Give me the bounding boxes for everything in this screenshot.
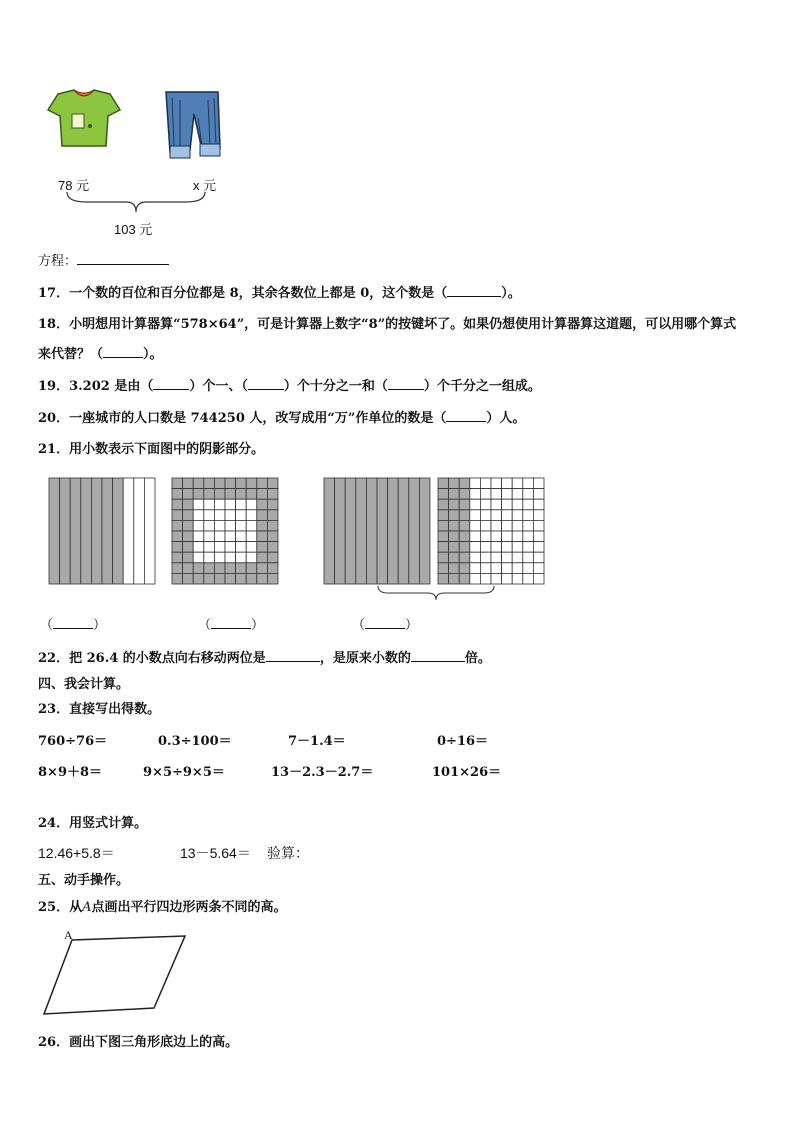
grid-cell (533, 499, 544, 510)
grid-cell (257, 531, 268, 542)
paren-close: ） (405, 618, 419, 633)
grid-cell (246, 489, 257, 500)
grid-cell (523, 552, 534, 563)
grid-cell (523, 499, 534, 510)
grid-cell (459, 563, 470, 574)
strip-cell (409, 478, 420, 584)
grid-cell (459, 542, 470, 553)
grid-cell (257, 478, 268, 489)
grid-cell (172, 573, 183, 584)
grid-cell (533, 478, 544, 489)
grid-cell (183, 510, 194, 521)
strip-cell (335, 478, 346, 584)
calc-item: 760÷76＝ (38, 734, 108, 749)
q19-text-4: ）个千分之一组成。 (423, 379, 541, 394)
grid-cell (449, 510, 460, 521)
grid-cell (246, 552, 257, 563)
grid-cell (533, 542, 544, 553)
pants-price: x 元 (193, 178, 217, 193)
strip-cell (144, 478, 155, 584)
grid-cell (459, 552, 470, 563)
strip-cell (60, 478, 71, 584)
grid-cell (214, 563, 225, 574)
grid-cell (257, 552, 268, 563)
grid-cell (512, 499, 523, 510)
grid-cell (438, 563, 449, 574)
grid-cell (512, 510, 523, 521)
grid-cell (225, 520, 236, 531)
grid-cell (523, 563, 534, 574)
q22-text-3: 倍。 (464, 651, 491, 666)
grid-cell (438, 531, 449, 542)
grid-cell (183, 552, 194, 563)
grid-cell (523, 542, 534, 553)
grid-cell (225, 563, 236, 574)
grid-cell (214, 478, 225, 489)
grid-cell (225, 573, 236, 584)
grid-cell (502, 542, 513, 553)
grid-cell (491, 499, 502, 510)
grid-cell (257, 542, 268, 553)
brace (378, 586, 494, 600)
grid-cell (438, 489, 449, 500)
grid-cell (523, 510, 534, 521)
grid-cell (193, 478, 204, 489)
paren-close: ） (93, 618, 107, 633)
grid-cell (470, 520, 481, 531)
grid-cell (502, 489, 513, 500)
grid-cell (214, 499, 225, 510)
grid-cell (267, 489, 278, 500)
q19-text-3: ）个十分之一和（ (283, 379, 388, 394)
grid-cell (225, 499, 236, 510)
grid-cell (236, 563, 247, 574)
grid-cell (193, 552, 204, 563)
grid-cell (225, 510, 236, 521)
grid-cell (449, 573, 460, 584)
grid-cell (480, 499, 491, 510)
grid-cell (183, 520, 194, 531)
grid-cell (214, 573, 225, 584)
grid-cell (512, 552, 523, 563)
total-price: 103 元 (114, 222, 153, 237)
strip-cell (356, 478, 367, 584)
grid-cell (267, 499, 278, 510)
question-18-line1: 18．小明想用计算器算“578×64”，可是计算器上数字“8”的按键坏了。如果仍想使用计算器算这道题，可以用哪个算式 (38, 317, 737, 332)
q21-blank-1[interactable] (53, 616, 93, 629)
grid-cell (204, 520, 215, 531)
grid-cell (236, 531, 247, 542)
grid-cell (438, 542, 449, 553)
grid-cell (470, 499, 481, 510)
q22-text-2: ，是原来小数的 (319, 651, 411, 666)
grid-cell (459, 499, 470, 510)
grid-cell (172, 489, 183, 500)
grid-cell (183, 563, 194, 574)
grid-cell (236, 489, 247, 500)
grid-cell (491, 531, 502, 542)
grid-cell (512, 489, 523, 500)
grid-cell (533, 552, 544, 563)
grid-cell (236, 499, 247, 510)
grid-cell (214, 510, 225, 521)
question-24: 24．用竖式计算。 (38, 816, 148, 831)
grid-cell (267, 478, 278, 489)
grid-cell (491, 552, 502, 563)
q19-text-1: 19．3.202 是由（ (38, 379, 154, 394)
strip-cell (419, 478, 430, 584)
grid-cell (491, 510, 502, 521)
grid-cell (214, 552, 225, 563)
grid-cell (236, 552, 247, 563)
strip-cell (91, 478, 102, 584)
grid-cell (512, 563, 523, 574)
grid-cell (257, 520, 268, 531)
strip-cell (49, 478, 60, 584)
strip-cell (345, 478, 356, 584)
grid-cell (470, 563, 481, 574)
grid-cell (449, 489, 460, 500)
grid-cell (491, 520, 502, 531)
q22-text-1: 22．把 26.4 的小数点向右移动两位是 (38, 651, 266, 666)
grid-cell (246, 499, 257, 510)
grid-cell (172, 563, 183, 574)
grid-cell (449, 531, 460, 542)
question-23: 23．直接写出得数。 (38, 702, 161, 717)
grid-cell (449, 542, 460, 553)
grid-cell (480, 531, 491, 542)
grid-cell (470, 573, 481, 584)
strip-cell (102, 478, 113, 584)
grid-cell (502, 531, 513, 542)
grid-cell (193, 510, 204, 521)
grid-cell (502, 510, 513, 521)
grid-cell (183, 499, 194, 510)
grid-cell (480, 542, 491, 553)
grid-cell (533, 520, 544, 531)
q21-answer-1 (40, 614, 106, 633)
paren-open: （ (198, 618, 212, 633)
grid-cell (459, 510, 470, 521)
question-25 (38, 896, 287, 915)
parallelogram[interactable] (40, 926, 190, 1018)
strip-cell (366, 478, 377, 584)
q18-text: 来代替？（ (38, 347, 104, 362)
grid-cell (480, 552, 491, 563)
grid-cell (246, 510, 257, 521)
grid-cell (236, 542, 247, 553)
grid-cell (225, 542, 236, 553)
grid-cell (480, 573, 491, 584)
grid-cell (512, 520, 523, 531)
grid-cell (214, 489, 225, 500)
strip-cell (81, 478, 92, 584)
check-label: 验算： (267, 845, 309, 861)
calc-item: 0÷16＝ (437, 734, 489, 749)
grid-cell (512, 573, 523, 584)
paren-close: ） (251, 618, 265, 633)
grid-cell (183, 531, 194, 542)
grid-cell (225, 552, 236, 563)
grid-cell (246, 520, 257, 531)
grid-cell (225, 531, 236, 542)
calc-item: 7－1.4＝ (288, 734, 346, 749)
shirt-price: 78 元 (58, 178, 90, 193)
calc-item: 0.3÷100＝ (158, 734, 232, 749)
q21-blank-3[interactable] (365, 616, 405, 629)
grid-cell (267, 531, 278, 542)
q19-text-2: ）个一、（ (189, 379, 248, 394)
grid-cell (512, 542, 523, 553)
grid-cell (533, 489, 544, 500)
grid-cell (523, 531, 534, 542)
grid-cell (204, 573, 215, 584)
grid-cell (183, 489, 194, 500)
section-5-heading: 五、动手操作。 (38, 873, 130, 888)
grid-cell (449, 552, 460, 563)
grid-cell (172, 542, 183, 553)
grid-cell (502, 563, 513, 574)
grid-cell (246, 531, 257, 542)
q22-blank-2[interactable] (411, 649, 465, 662)
grid-cell (470, 478, 481, 489)
grid-cell (193, 531, 204, 542)
grid-cell (502, 499, 513, 510)
grid-cell (502, 552, 513, 563)
grid-cell (523, 489, 534, 500)
grid-cell (512, 531, 523, 542)
grid-cell (533, 563, 544, 574)
grid-cell (204, 510, 215, 521)
grid-cell (204, 563, 215, 574)
grid-cell (491, 542, 502, 553)
paren-open: （ (352, 618, 366, 633)
grid-cell (193, 573, 204, 584)
grid-cell (533, 531, 544, 542)
grid-cell (459, 489, 470, 500)
grid-cell (172, 531, 183, 542)
strip-cell (134, 478, 145, 584)
q25-point: A (82, 900, 92, 915)
grid-cell (449, 499, 460, 510)
grid-cell (533, 510, 544, 521)
grid-cell (193, 563, 204, 574)
grid-cell (512, 478, 523, 489)
grid-cell (459, 573, 470, 584)
grid-cell (470, 552, 481, 563)
q17-suffix: ）。 (501, 286, 521, 301)
grid-cell (204, 552, 215, 563)
grid-cell (267, 542, 278, 553)
strip-cell (377, 478, 388, 584)
grid-cell (193, 499, 204, 510)
grid-cell (449, 520, 460, 531)
grid-cell (183, 542, 194, 553)
grid-cell (267, 510, 278, 521)
calc-item: 101×26＝ (432, 765, 502, 780)
grid-cell (257, 510, 268, 521)
grid-cell (491, 478, 502, 489)
grid-cell (236, 520, 247, 531)
question-22 (38, 647, 491, 666)
grid-cell (193, 489, 204, 500)
grid-cell (236, 510, 247, 521)
grid-cell (204, 531, 215, 542)
grid-cell (459, 520, 470, 531)
grid-cell (257, 489, 268, 500)
grid-cell (236, 573, 247, 584)
grid-cell (267, 573, 278, 584)
strip-cell (324, 478, 335, 584)
grid-cell (214, 520, 225, 531)
q21-answer-3 (352, 614, 418, 633)
grid-cell (470, 531, 481, 542)
grid-cell (449, 563, 460, 574)
grid-cell (459, 531, 470, 542)
strip-cell (70, 478, 81, 584)
grid-cell (246, 573, 257, 584)
q25-text-1: 25．从 (38, 900, 83, 915)
vertical-calc-1: 12.46+5.8＝ (38, 845, 115, 861)
grid-cell (225, 489, 236, 500)
grid-cell (480, 478, 491, 489)
calc-item: 9×5÷9×5＝ (143, 765, 225, 780)
grid-cell (267, 563, 278, 574)
grid-cell (438, 520, 449, 531)
calc-item: 13－2.3－2.7＝ (271, 765, 374, 780)
calc-item: 8×9＋8＝ (38, 765, 103, 780)
strip-cell (388, 478, 399, 584)
grid-cell (480, 520, 491, 531)
q17-text: 17．一个数的百位和百分位都是 8，其余各数位上都是 0，这个数是（ (38, 286, 448, 301)
grid-cell (236, 478, 247, 489)
q21-blank-2[interactable] (211, 616, 251, 629)
grid-cell (491, 573, 502, 584)
grid-cell (257, 499, 268, 510)
grid-cell (438, 552, 449, 563)
grid-cell (449, 478, 460, 489)
grid-cell (438, 478, 449, 489)
grid-cell (491, 489, 502, 500)
q18-suffix: ）。 (143, 347, 163, 362)
grid-cell (470, 510, 481, 521)
grid-cell (470, 542, 481, 553)
grid-cell (523, 573, 534, 584)
grid-cell (172, 478, 183, 489)
grid-cell (193, 520, 204, 531)
grid-cell (438, 510, 449, 521)
grid-cell (246, 542, 257, 553)
strip-cell (398, 478, 409, 584)
grid-cell (459, 478, 470, 489)
q20-suffix: ）人。 (486, 411, 526, 426)
grid-cell (204, 499, 215, 510)
q25-text-2: 点画出平行四边形两条不同的高。 (91, 900, 287, 915)
grid-cell (246, 478, 257, 489)
grid-cell (204, 478, 215, 489)
grid-cell (438, 573, 449, 584)
grid-cell (523, 520, 534, 531)
grid-cell (257, 573, 268, 584)
grid-cell (193, 542, 204, 553)
grid-cell (214, 531, 225, 542)
strip-cell (123, 478, 134, 584)
vertical-calc-2: 13－5.64＝ (180, 845, 251, 861)
grid-cell (172, 499, 183, 510)
grid-cell (480, 510, 491, 521)
grid-cell (172, 520, 183, 531)
grid-cell (533, 573, 544, 584)
strip-cell (113, 478, 124, 584)
equation-label: 方程： (38, 254, 78, 269)
grid-cell (214, 542, 225, 553)
vertex-a-label: A (64, 928, 73, 942)
grid-cell (438, 499, 449, 510)
grid-cell (470, 489, 481, 500)
grid-cell (225, 478, 236, 489)
grid-cell (172, 552, 183, 563)
grid-cell (257, 563, 268, 574)
grid-cell (267, 520, 278, 531)
grid-cell (480, 563, 491, 574)
grid-cell (502, 478, 513, 489)
grid-cell (523, 478, 534, 489)
grid-cell (267, 552, 278, 563)
grid-cell (183, 573, 194, 584)
grid-cell (491, 563, 502, 574)
grid-cell (502, 520, 513, 531)
question-26: 26．画出下图三角形底边上的高。 (38, 1035, 239, 1050)
grid-cell (204, 542, 215, 553)
q21-answer-2 (198, 614, 264, 633)
grid-cell (183, 478, 194, 489)
grid-cell (246, 563, 257, 574)
q20-text: 20．一座城市的人口数是 744250 人，改写成用“万”作单位的数是（ (38, 411, 447, 426)
section-4-heading: 四、我会计算。 (38, 677, 130, 692)
grid-cell (480, 489, 491, 500)
question-21: 21．用小数表示下面图中的阴影部分。 (38, 442, 265, 457)
q22-blank-1[interactable] (266, 649, 320, 662)
grid-cell (502, 573, 513, 584)
grid-cell (172, 510, 183, 521)
paren-open: （ (40, 618, 54, 633)
grid-cell (204, 489, 215, 500)
